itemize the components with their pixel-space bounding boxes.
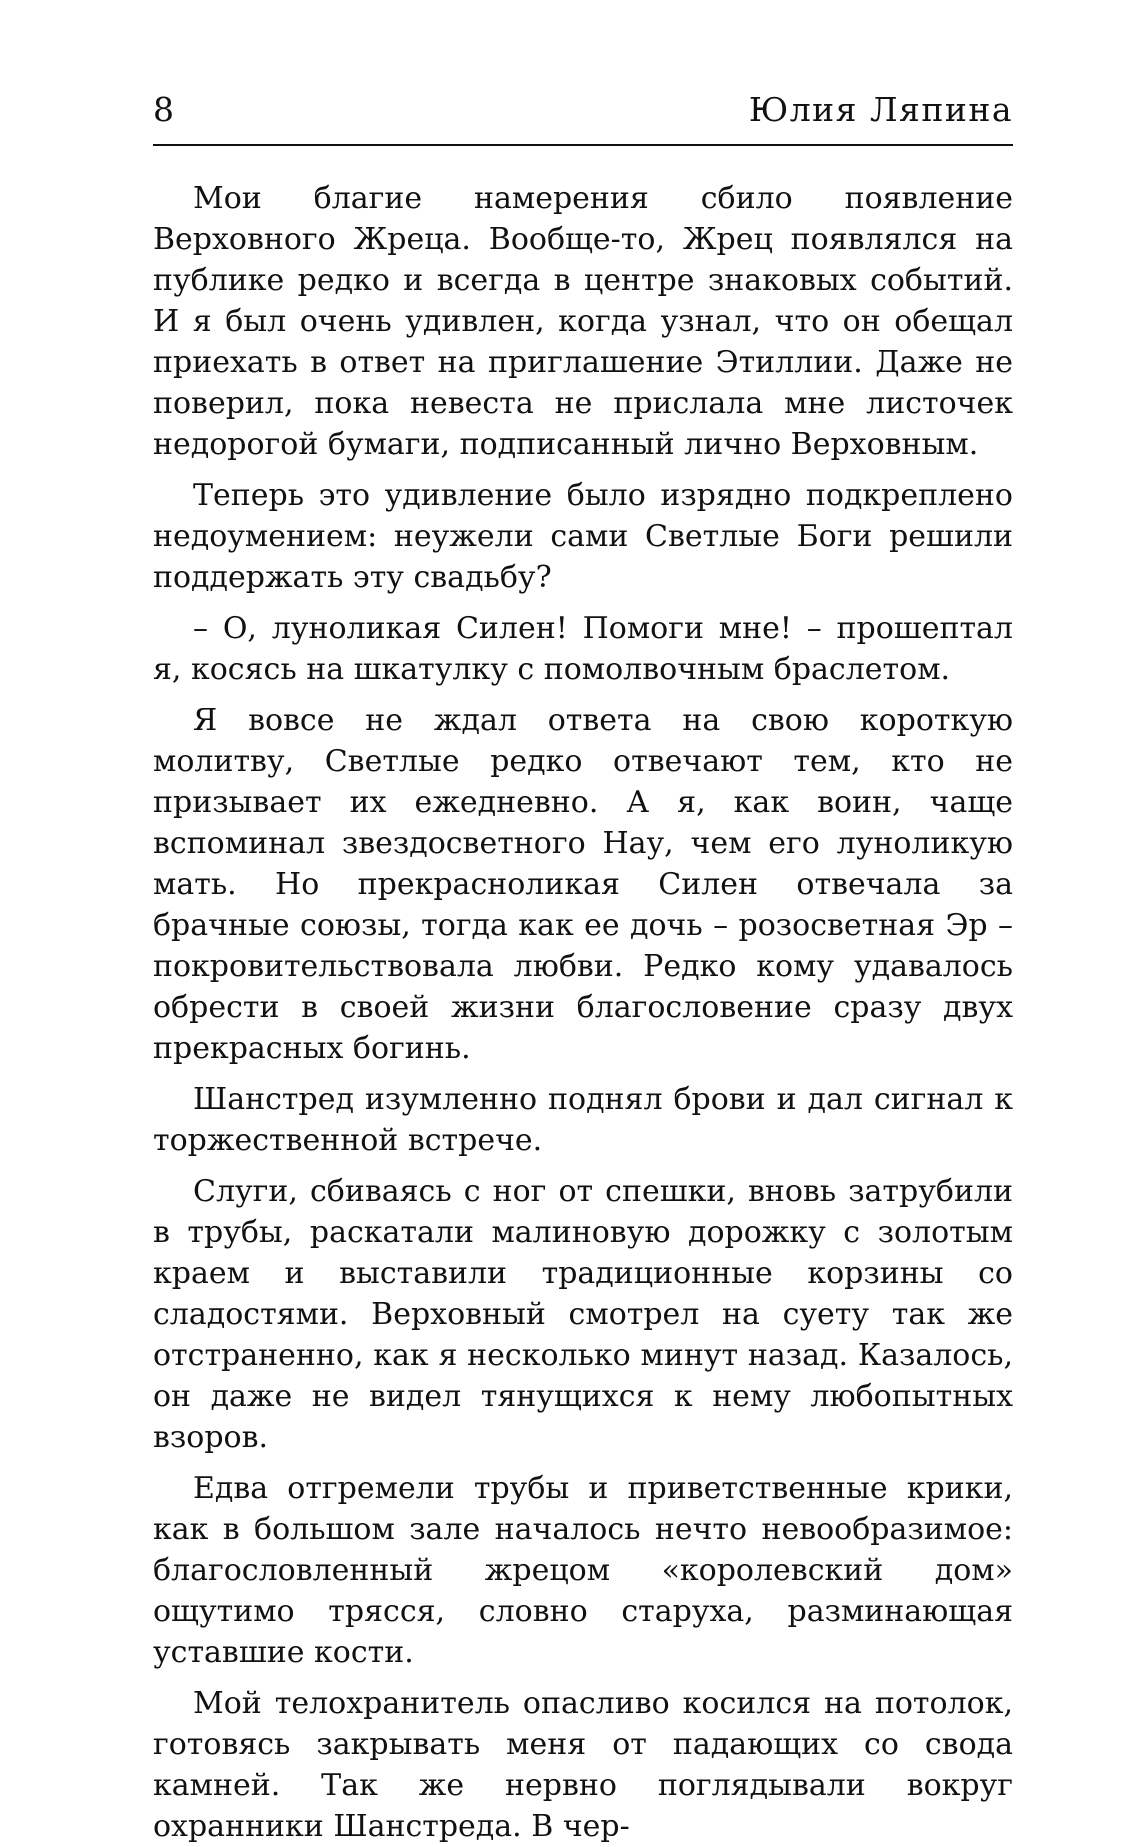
paragraph: – О, луноликая Силен! Помоги мне! – прошептал я, косясь на шкатулку с помолвочным браслетом. <box>153 611 1013 687</box>
paragraph: Мой телохранитель опасливо косился на потолок, готовясь закрывать меня от падающих со свода камней. Так же нервно поглядывали вокруг охранники Шанстреда. В чер- <box>153 1686 1013 1844</box>
body-text <box>153 178 1013 1847</box>
paragraph: Я вовсе не ждал ответа на свою короткую молитву, Светлые редко отвечают тем, кто не призывает их ежедневно. А я, как воин, чаще вспоминал звездосветного Нау, чем его луноликую мать. Но прекрасноликая Силен отвечала за брачные союзы, тогда как ее дочь – розосветная Эр – покровительствовала любви. Редко кому удавалось обрести в своей жизни благословение сразу двух прекрасных богинь. <box>153 703 1013 1066</box>
header-rule <box>153 144 1013 146</box>
paragraph: Мои благие намерения сбило появление Верховного Жреца. Вообще-то, Жрец появлялся на публике редко и всегда в центре знаковых событий. И я был очень удивлен, когда узнал, что он обещал приехать в ответ на приглашение Этиллии. Даже не поверил, пока невеста не прислала мне листочек недорогой бумаги, подписанный лично Верховным. <box>153 181 1013 462</box>
running-head <box>153 86 1013 134</box>
paragraph: Теперь это удивление было изрядно подкреплено недоумением: неужели сами Светлые Боги решили поддержать эту свадьбу? <box>153 478 1013 595</box>
author-name: Юлия Ляпина <box>748 90 1013 129</box>
paragraph: Едва отгремели трубы и приветственные крики, как в большом зале началось нечто невообразимое: благословленный жрецом «королевский дом» ощутимо трясся, словно старуха, разминающая уставшие кости. <box>153 1471 1013 1670</box>
paragraph: Слуги, сбиваясь с ног от спешки, вновь затрубили в трубы, раскатали малиновую дорожку с золотым краем и выставили традиционные корзины со сладостями. Верховный смотрел на суету так же отстраненно, как я несколько минут назад. Казалось, он даже не видел тянущихся к нему любопытных взоров. <box>153 1174 1013 1455</box>
paragraph: Шанстред изумленно поднял брови и дал сигнал к торжественной встрече. <box>153 1082 1013 1158</box>
page-number: 8 <box>153 90 174 129</box>
